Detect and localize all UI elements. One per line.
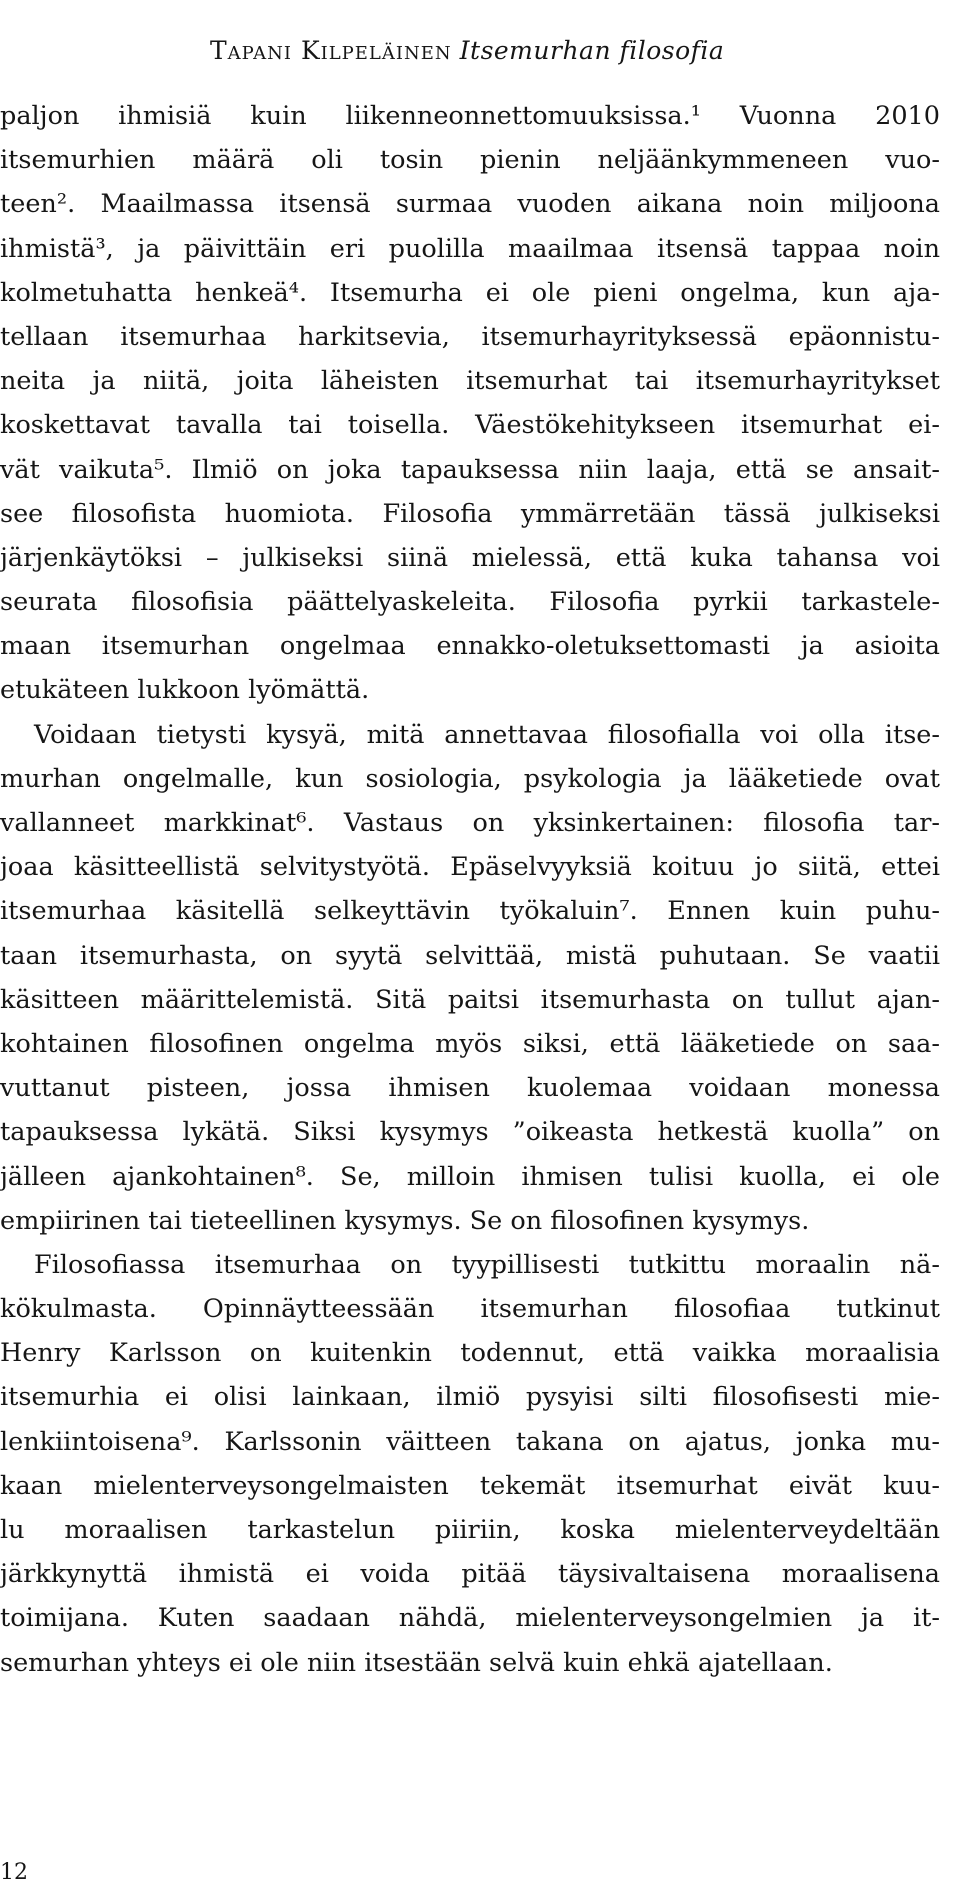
page-number: 12 — [0, 1860, 28, 1885]
paragraph — [0, 713, 940, 1243]
text-line: itsemurhia ei olisi lainkaan, ilmiö pysyisi silti filosofisesti mie- — [0, 1382, 940, 1413]
text-line: vallanneet markkinat⁶. Vastaus on yksinkertainen: filosofia tar- — [0, 808, 940, 838]
text-line: see filosofista huomiota. Filosofia ymmärretään tässä julkiseksi — [0, 498, 940, 529]
text-line: neita ja niitä, joita läheisten itsemurhat tai itsemurhayritykset — [0, 366, 940, 397]
text-line: itsemurhaa käsitellä selkeyttävin työkaluin⁷. Ennen kuin puhu- — [0, 896, 940, 927]
text-line: ihmistä³, ja päivittäin eri puolilla maailmaa itsensä tappaa noin — [0, 233, 940, 264]
text-line: empiirinen tai tieteellinen kysymys. Se on filosofinen kysymys. — [0, 1205, 810, 1236]
header-title: Itsemurhan filosofia — [459, 36, 725, 65]
text-line: maan itsemurhan ongelmaa ennakko-oletuksettomasti ja asioita — [0, 631, 940, 662]
text-line: tapauksessa lykätä. Siksi kysymys ”oikeasta hetkestä kuolla” on — [0, 1117, 940, 1148]
paragraph — [0, 1243, 940, 1685]
text-line: lu moraalisen tarkastelun piiriin, koska mielenterveydeltään — [0, 1515, 940, 1545]
text-line: murhan ongelmalle, kun sosiologia, psykologia ja lääketiede ovat — [0, 763, 940, 794]
text-line: paljon ihmisiä kuin liikenneonnettomuuksissa.¹ Vuonna 2010 — [0, 101, 940, 131]
text-line: koskettavat tavalla tai toisella. Väestökehitykseen itsemurhat ei- — [0, 410, 940, 441]
running-header — [210, 36, 724, 65]
header-author: Tapani Kilpeläinen — [210, 36, 452, 65]
text-line: kökulmasta. Opinnäytteessään itsemurhan filosofiaa tutkinut — [0, 1294, 940, 1325]
text-line: Voidaan tietysti kysyä, mitä annettavaa filosofialla voi olla itse- — [34, 719, 940, 750]
text-line: järjenkäytöksi – julkiseksi siinä mielessä, että kuka tahansa voi — [0, 542, 940, 573]
paragraph — [0, 94, 940, 713]
text-line: kolmetuhatta henkeä⁴. Itsemurha ei ole pieni ongelma, kun aja- — [0, 277, 940, 308]
text-line: joaa käsitteellistä selvitystyötä. Epäselvyyksiä koituu jo siitä, ettei — [0, 852, 940, 883]
text-line: Henry Karlsson on kuitenkin todennut, että vaikka moraalisia — [0, 1338, 940, 1369]
text-line: kaan mielenterveysongelmaisten tekemät itsemurhat eivät kuu- — [0, 1470, 940, 1501]
text-line: vät vaikuta⁵. Ilmiö on joka tapauksessa niin laaja, että se ansait- — [0, 454, 940, 485]
text-line: toimijana. Kuten saadaan nähdä, mielenterveysongelmien ja it- — [0, 1603, 940, 1634]
text-line: semurhan yhteys ei ole niin itsestään selvä kuin ehkä ajatellaan. — [0, 1647, 833, 1678]
text-line: taan itsemurhasta, on syytä selvittää, mistä puhutaan. Se vaatii — [0, 940, 940, 971]
text-line: itsemurhien määrä oli tosin pienin neljäänkymmeneen vuo- — [0, 145, 940, 176]
text-line: Filosofiassa itsemurhaa on tyypillisesti tutkittu moraalin nä- — [34, 1249, 940, 1280]
text-line: lenkiintoisena⁹. Karlssonin väitteen takana on ajatus, jonka mu- — [0, 1426, 940, 1457]
text-line: jälleen ajankohtainen⁸. Se, milloin ihmisen tulisi kuolla, ei ole — [0, 1161, 940, 1192]
text-line: vuttanut pisteen, jossa ihmisen kuolemaa voidaan monessa — [0, 1073, 940, 1104]
text-line: teen². Maailmassa itsensä surmaa vuoden aikana noin miljoona — [0, 189, 940, 220]
text-line: järkkynyttä ihmistä ei voida pitää täysivaltaisena moraalisena — [0, 1559, 940, 1590]
text-line: kohtainen filosofinen ongelma myös siksi, että lääketiede on saa- — [0, 1028, 940, 1059]
text-line: tellaan itsemurhaa harkitsevia, itsemurhayrityksessä epäonnistu- — [0, 321, 940, 352]
body-text — [0, 94, 940, 1685]
text-line: käsitteen määrittelemistä. Sitä paitsi itsemurhasta on tullut ajan- — [0, 984, 940, 1015]
text-line: etukäteen lukkoon lyömättä. — [0, 675, 370, 706]
text-line: seurata filosofisia päättelyaskeleita. Filosofia pyrkii tarkastele- — [0, 587, 940, 618]
